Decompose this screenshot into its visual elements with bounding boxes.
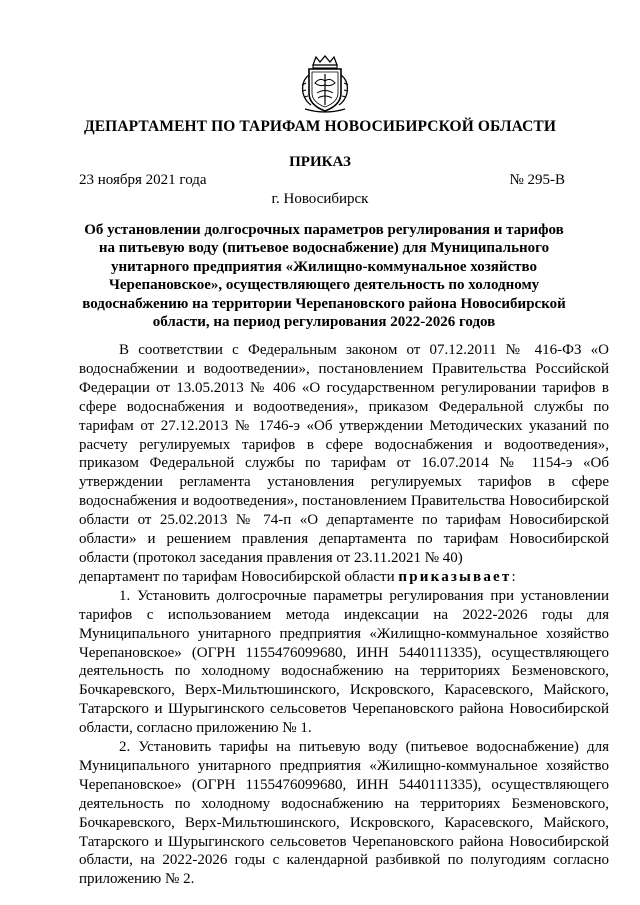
order-date: 23 ноября 2021 года (79, 172, 207, 188)
orders-intro: департамент по тарифам Новосибирской области (79, 568, 395, 585)
order-item-1: 1. Установить долгосрочные параметры регулирования при установлении тарифов с использованием метода индексации на 2022-2026 годы для Муниципального унитарного предприятия «Жилищно-коммунальное хозяйство Черепановское» (ОГРН 1155476099680, ИНН 5440111335), осуществляющего деятельность по холодному водоснабжению на территориях Безменовского, Бочкаревского, Верх-Мильтюшинского, Искровского, Карасевского, Майского, Татарского и Шурыгинского сельсоветов Черепановского района Новосибирской области, согласно приложению № 1. (79, 587, 609, 737)
order-subject: Об установлении долгосрочных параметров регулирования и тарифов на питьевую воду (питьевое водоснабжение) для Муниципального унитарного предприятия «Жилищно-коммунальное хозяйство Черепановское», осуществляющего деятельность по холодному водоснабжению на территории Черепановского района Новосибирской области, на период регулирования 2022-2026 годов (82, 222, 566, 331)
city: г. Новосибирск (271, 191, 369, 207)
orders-line (79, 568, 609, 587)
coat-of-arms-icon (299, 55, 351, 115)
order-item-2: 2. Установить тарифы на питьевую воду (питьевое водоснабжение) для Муниципального унитарного предприятия «Жилищно-коммунальное хозяйство Черепановское» (ОГРН 1155476099680, ИНН 5440111335), осуществляющего деятельность по холодному водоснабжению на территориях Безменовского, Бочкаревского, Верх-Мильтюшинского, Искровского, Карасевского, Майского, Татарского и Шурыгинского сельсоветов Черепановского района Новосибирской области, на 2022-2026 годы с календарной разбивкой по полугодиям согласно приложению № 2. (79, 739, 609, 888)
preamble-paragraph: В соответствии с Федеральным законом от 07.12.2011 № 416-ФЗ «О водоснабжении и водоотведении», постановлением Правительства Российской Федерации от 13.05.2013 № 406 «О государственном регулировании тарифов в сфере водоснабжения и водоотведения», приказом Федеральной службы по тарифам от 27.12.2013 № 1746-э «Об утверждении Методических указаний по расчету регулируемых тарифов в сфере водоснабжения и водоотведения», приказом Федеральной службы по тарифам от 16.07.2014 № 1154-э «Об утверждении регламента установления регулируемых тарифов в сфере водоснабжения и водоотведения», постановлением Правительства Новосибирской области от 25.02.2013 № 74-п «О департаменте по тарифам Новосибирской области» и решением правления департамента по тарифам Новосибирской области (протокол заседания правления от 23.11.2021 № 40) (79, 342, 609, 566)
document-type: ПРИКАЗ (289, 154, 351, 170)
order-number: № 295-В (509, 172, 565, 188)
department-name: ДЕПАРТАМЕНТ ПО ТАРИФАМ НОВОСИБИРСКОЙ ОБЛАСТИ (83, 118, 557, 135)
orders-colon: : (511, 568, 516, 585)
order-body (79, 341, 609, 889)
orders-word: приказывает (398, 568, 512, 585)
